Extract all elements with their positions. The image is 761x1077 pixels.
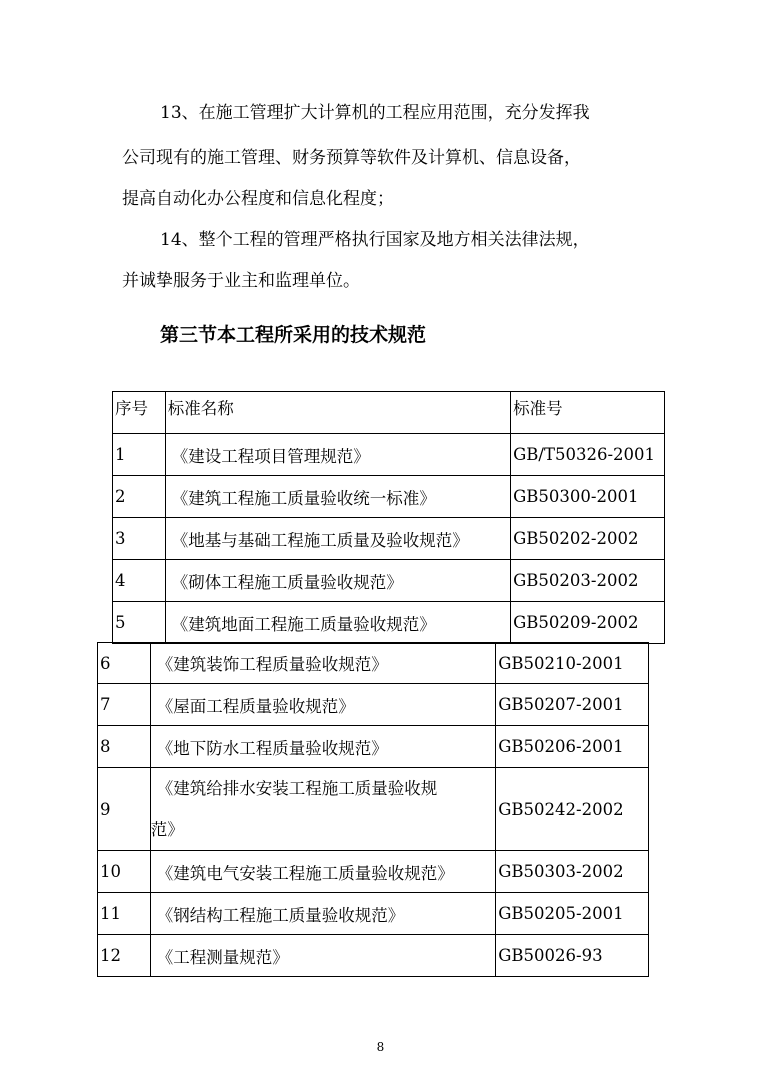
table-row: [98, 684, 649, 726]
table-row: [113, 560, 665, 602]
row-name: 《工程测量规范》: [150, 935, 496, 977]
row-code: GB50242-2002: [496, 768, 649, 851]
row-no: 7: [98, 684, 151, 726]
row-code: GB50205-2001: [496, 893, 649, 935]
row-code: GB50207-2001: [496, 684, 649, 726]
row-name: 《建设工程项目管理规范》: [165, 434, 510, 476]
row-code: GB50210-2001: [496, 643, 649, 684]
row-no: 11: [98, 893, 151, 935]
table-row: [98, 851, 649, 893]
paragraph-14-line-2: 并诚挚服务于业主和监理单位。: [122, 271, 360, 291]
section-heading: 第三节本工程所采用的技术规范: [160, 324, 427, 346]
row-code: GB/T50326-2001: [511, 434, 665, 476]
page-number: 8: [376, 1040, 385, 1054]
row-name-line-2: 范》: [150, 820, 184, 839]
header-name: 标准名称: [165, 392, 510, 434]
row-code: GB50206-2001: [496, 726, 649, 768]
row-name: 《砌体工程施工质量验收规范》: [165, 560, 510, 602]
row-name: 《建筑地面工程施工质量验收规范》: [165, 602, 510, 644]
row-code: GB50300-2001: [511, 476, 665, 518]
paragraph-13-line-3: 提高自动化办公程度和信息化程度；: [122, 189, 394, 209]
table-row: [113, 602, 665, 644]
row-no: 4: [113, 560, 166, 602]
row-name: 《建筑装饰工程质量验收规范》: [150, 643, 496, 684]
row-name: 《屋面工程质量验收规范》: [150, 684, 496, 726]
row-code: GB50209-2002: [511, 602, 665, 644]
paragraph-13-line-1: 13、在施工管理扩大计算机的工程应用范围，充分发挥我: [160, 103, 590, 123]
row-name: 《地下防水工程质量验收规范》: [150, 726, 496, 768]
table-header-row: [113, 392, 665, 434]
row-name: 《钢结构工程施工质量验收规范》: [150, 893, 496, 935]
row-no: 5: [113, 602, 166, 644]
row-no: 9: [98, 768, 151, 851]
row-code: GB50202-2002: [511, 518, 665, 560]
row-no: 1: [113, 434, 166, 476]
row-no: 8: [98, 726, 151, 768]
row-no: 12: [98, 935, 151, 977]
paragraph-13-line-2: 公司现有的施工管理、财务预算等软件及计算机、信息设备，: [122, 148, 581, 168]
paragraph-14-line-1: 14、整个工程的管理严格执行国家及地方相关法律法规，: [160, 230, 590, 250]
row-name: 《建筑工程施工质量验收统一标准》: [165, 476, 510, 518]
table-row: [113, 476, 665, 518]
table-row: [98, 935, 649, 977]
row-no: 6: [98, 643, 151, 684]
standards-table-part-2: [97, 642, 649, 977]
table-row: [113, 518, 665, 560]
row-no: 3: [113, 518, 166, 560]
table-row: [98, 893, 649, 935]
row-name-line-1: 《建筑给排水安装工程施工质量验收规: [156, 779, 438, 798]
table-row: [113, 434, 665, 476]
standards-table-part-1: [112, 391, 665, 644]
row-name: 《建筑电气安装工程施工质量验收规范》: [150, 851, 496, 893]
row-name: 《地基与基础工程施工质量及验收规范》: [165, 518, 510, 560]
table-row: [98, 726, 649, 768]
row-code: GB50303-2002: [496, 851, 649, 893]
row-no: 10: [98, 851, 151, 893]
row-no: 2: [113, 476, 166, 518]
table-row: [98, 643, 649, 684]
header-code: 标准号: [511, 392, 665, 434]
header-no: 序号: [113, 392, 166, 434]
row-name: [150, 768, 496, 851]
row-code: GB50026-93: [496, 935, 649, 977]
table-row: [98, 768, 649, 851]
row-code: GB50203-2002: [511, 560, 665, 602]
